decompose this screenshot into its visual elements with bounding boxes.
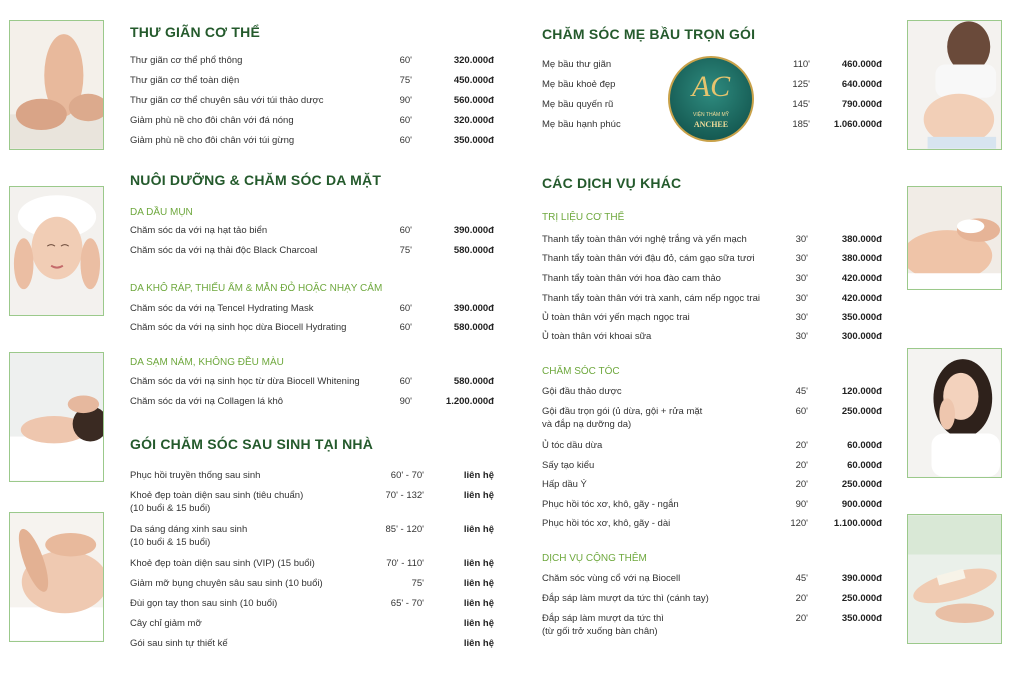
service-name: Chăm sóc da với nạ Collagen lá khô [130, 396, 284, 407]
service-price: 380.000đ [841, 234, 882, 245]
service-price: 560.000đ [453, 95, 494, 106]
price-row [130, 245, 495, 258]
price-row [542, 613, 882, 639]
service-name: Khoẻ đẹp toàn diện sau sinh (tiêu chuẩn) [130, 490, 304, 501]
service-price: 900.000đ [841, 499, 882, 510]
service-duration: 60' [399, 115, 412, 126]
service-duration: 30' [795, 234, 808, 245]
subsection-label: DA SẠM NÁM, KHÔNG ĐỀU MÀU [130, 357, 284, 368]
service-price: 640.000đ [841, 79, 882, 90]
price-row [130, 638, 495, 651]
service-price: 450.000đ [453, 75, 494, 86]
price-row [130, 558, 495, 571]
subsection-label: DA DẦU MỤN [130, 207, 193, 218]
service-name: Gội đầu trọn gói (ủ dừa, gội + rửa mặt [542, 406, 703, 417]
service-price: 460.000đ [841, 59, 882, 70]
photo-back-massage [9, 512, 104, 642]
photo-waxing [907, 514, 1002, 644]
price-row [542, 593, 882, 606]
service-name: Giảm phù nề cho đôi chân với túi gừng [130, 135, 295, 146]
service-price: 420.000đ [841, 293, 882, 304]
price-row [130, 303, 495, 316]
price-row [542, 499, 882, 512]
service-name: Chăm sóc da với nạ thải độc Black Charcoal [130, 245, 318, 256]
service-price: liên hệ [463, 638, 494, 649]
service-duration: 75' [399, 245, 412, 256]
service-name: Hấp dầu Ý [542, 479, 587, 490]
subsection-label: CHĂM SÓC TÓC [542, 366, 620, 377]
section-title-pregnancy: CHĂM SÓC MẸ BẦU TRỌN GÓI [542, 26, 756, 42]
service-price: 1.100.000đ [833, 518, 882, 529]
price-row [130, 598, 495, 611]
service-price: 580.000đ [453, 322, 494, 333]
service-name: Đắp sáp làm mượt da tức thì (cánh tay) [542, 593, 709, 604]
service-duration: 75' [411, 578, 424, 589]
service-price: liên hệ [463, 470, 494, 481]
service-price: 1.060.000đ [833, 119, 882, 130]
price-row [542, 234, 882, 247]
section-title-postnatal: GÓI CHĂM SÓC SAU SINH TẠI NHÀ [130, 436, 374, 452]
price-row [542, 273, 882, 286]
service-duration: 60' [399, 135, 412, 146]
service-price: liên hệ [463, 598, 494, 609]
service-duration: 110' [793, 59, 810, 70]
service-duration: 60' - 70' [390, 470, 424, 481]
service-name: Cây chỉ giảm mỡ [130, 618, 202, 629]
service-price: 250.000đ [841, 593, 882, 604]
price-row [542, 440, 882, 453]
service-name: Gội đầu thảo dược [542, 386, 622, 397]
service-name: Mẹ bầu khoẻ đẹp [542, 79, 616, 90]
service-name: Phục hồi tóc xơ, khô, gãy - dài [542, 518, 671, 529]
service-duration: 20' [795, 479, 808, 490]
service-name: Ủ toàn thân với yến mạch ngọc trai [542, 312, 690, 323]
logo-line1: VIỆN THẨM MỸ [692, 112, 730, 118]
photo-foot-massage [9, 20, 104, 150]
service-duration: 60' [399, 322, 412, 333]
price-row [542, 386, 882, 399]
price-row [542, 479, 882, 492]
price-row [542, 406, 882, 432]
price-row [130, 135, 495, 148]
service-duration: 20' [795, 440, 808, 451]
service-price: 60.000đ [847, 460, 882, 471]
service-duration: 30' [795, 293, 808, 304]
service-duration: 30' [795, 253, 808, 264]
service-price: 580.000đ [453, 245, 494, 256]
logo-monogram: AC [691, 70, 731, 103]
service-name: Thanh tẩy toàn thân với hoa đào cam thảo [542, 273, 721, 284]
service-price: liên hệ [463, 618, 494, 629]
service-name: Thư giãn cơ thể toàn diện [130, 75, 240, 86]
service-price: 350.000đ [841, 613, 882, 624]
service-duration: 20' [795, 613, 808, 624]
service-duration: 30' [795, 331, 808, 342]
service-name-line2: và đắp nạ dưỡng da) [542, 419, 632, 430]
service-duration: 20' [795, 460, 808, 471]
service-duration: 90' [399, 95, 412, 106]
service-duration: 45' [795, 386, 808, 397]
price-row [130, 55, 495, 68]
service-name: Sấy tạo kiểu [542, 460, 595, 471]
price-row [542, 99, 882, 112]
service-price: liên hệ [463, 578, 494, 589]
service-price: 350.000đ [841, 312, 882, 323]
photo-pregnant-woman [907, 20, 1002, 150]
service-name: Thư giãn cơ thể chuyên sâu với túi thảo dược [130, 95, 324, 106]
subsection-label: TRỊ LIỆU CƠ THỂ [542, 212, 625, 223]
service-price: 390.000đ [453, 303, 494, 314]
service-duration: 60' [399, 55, 412, 66]
service-name: Đắp sáp làm mượt da tức thì [542, 613, 664, 624]
service-name: Thư giãn cơ thể phổ thông [130, 55, 243, 66]
service-duration: 30' [795, 273, 808, 284]
price-row [542, 119, 882, 132]
service-name-line2: (10 buổi & 15 buổi) [130, 503, 211, 514]
service-duration: 90' [399, 396, 412, 407]
service-duration: 65' - 70' [390, 598, 424, 609]
subsection-label: DA KHÔ RÁP, THIẾU ẨM & MẪN ĐỎ HOẶC NHẠY CẢM [130, 283, 383, 294]
price-row [542, 460, 882, 473]
service-price: 390.000đ [841, 573, 882, 584]
service-duration: 90' [795, 499, 808, 510]
service-name: Gói sau sinh tự thiết kế [130, 638, 228, 649]
price-row [130, 95, 495, 108]
price-row [130, 490, 495, 516]
service-duration: 60' [795, 406, 808, 417]
service-name: Phục hồi truyền thống sau sinh [130, 470, 261, 481]
service-price: liên hệ [463, 558, 494, 569]
service-duration: 45' [795, 573, 808, 584]
price-row [542, 293, 882, 306]
service-price: 420.000đ [841, 273, 882, 284]
service-duration: 70' - 110' [386, 558, 424, 569]
service-price: 380.000đ [841, 253, 882, 264]
service-duration: 120' [790, 518, 808, 529]
service-duration: 60' [399, 225, 412, 236]
service-name: Chăm sóc da với nạ hạt tảo biển [130, 225, 268, 236]
logo-line2: ANCHEE [693, 120, 729, 129]
service-name: Thanh tẩy toàn thân với trà xanh, cám nếp ngọc trai [542, 293, 760, 304]
service-price: 390.000đ [453, 225, 494, 236]
price-row [130, 578, 495, 591]
price-row [130, 470, 495, 483]
price-row [130, 225, 495, 238]
service-name: Chăm sóc da với nạ sinh học từ dừa Biocell Whitening [130, 376, 360, 387]
service-name: Chăm sóc da với nạ sinh học dừa Biocell Hydrating [130, 322, 347, 333]
service-duration: 60' [399, 303, 412, 314]
price-row [130, 618, 495, 631]
service-price: 350.000đ [453, 135, 494, 146]
service-name-line2: (từ gối trở xuống bàn chân) [542, 626, 658, 637]
service-name: Khoẻ đẹp toàn diện sau sinh (VIP) (15 buổi) [130, 558, 315, 569]
service-duration: 30' [795, 312, 808, 323]
photo-facial [9, 186, 104, 316]
price-row [130, 376, 495, 389]
service-price: 250.000đ [841, 479, 882, 490]
service-price: 580.000đ [453, 376, 494, 387]
service-name: Ủ tóc dầu dừa [542, 440, 603, 451]
service-name: Mẹ bầu thư giãn [542, 59, 612, 70]
price-row [542, 59, 882, 72]
price-row [130, 396, 495, 409]
subsection-label: DỊCH VỤ CỘNG THÊM [542, 553, 647, 564]
price-row [130, 115, 495, 128]
service-name: Thanh tẩy toàn thân với nghệ trắng và yến mạch [542, 234, 747, 245]
price-row [130, 524, 495, 550]
service-name: Đùi gọn tay thon sau sinh (10 buổi) [130, 598, 278, 609]
service-price: 1.200.000đ [445, 396, 494, 407]
service-price: 300.000đ [841, 331, 882, 342]
service-duration: 20' [795, 593, 808, 604]
service-name: Chăm sóc vùng cổ với nạ Biocell [542, 573, 681, 584]
service-name-line2: (10 buổi & 15 buổi) [130, 537, 211, 548]
service-name: Giảm mỡ bụng chuyên sâu sau sinh (10 buổi) [130, 578, 323, 589]
service-duration: 85' - 120' [385, 524, 424, 535]
service-price: 320.000đ [453, 55, 494, 66]
section-title-body-relax: THƯ GIÃN CƠ THỂ [130, 24, 260, 40]
section-title-other-services: CÁC DỊCH VỤ KHÁC [542, 175, 682, 191]
price-row [542, 312, 882, 325]
service-price: liên hệ [463, 490, 494, 501]
service-name: Da sáng dáng xinh sau sinh [130, 524, 248, 535]
price-row [542, 79, 882, 92]
service-name: Ủ toàn thân với khoai sữa [542, 331, 652, 342]
service-name: Mẹ bầu quyến rũ [542, 99, 614, 110]
service-duration: 70' - 132' [385, 490, 424, 501]
price-row [542, 518, 882, 531]
price-row [542, 331, 882, 344]
service-duration: 185' [792, 119, 810, 130]
service-duration: 145' [792, 99, 810, 110]
price-row [130, 322, 495, 335]
service-price: 120.000đ [841, 386, 882, 397]
photo-hair-woman [907, 348, 1002, 478]
price-row [130, 75, 495, 88]
photo-body-treatment [907, 186, 1002, 290]
service-duration: 75' [399, 75, 412, 86]
photo-head-massage [9, 352, 104, 482]
service-name: Giảm phù nề cho đôi chân với đá nóng [130, 115, 294, 126]
price-row [542, 573, 882, 586]
service-duration: 60' [399, 376, 412, 387]
service-price: 60.000đ [847, 440, 882, 451]
service-price: 320.000đ [453, 115, 494, 126]
price-row [542, 253, 882, 266]
service-price: 790.000đ [841, 99, 882, 110]
section-title-facial: NUÔI DƯỠNG & CHĂM SÓC DA MẶT [130, 172, 382, 188]
service-price: liên hệ [463, 524, 494, 535]
service-name: Thanh tẩy toàn thân với đậu đỏ, cám gạo sữa tươi [542, 253, 755, 264]
service-name: Phục hồi tóc xơ, khô, gãy - ngắn [542, 499, 679, 510]
service-name: Chăm sóc da với nạ Tencel Hydrating Mask [130, 303, 314, 314]
service-name: Mẹ bầu hạnh phúc [542, 119, 621, 130]
service-price: 250.000đ [841, 406, 882, 417]
service-duration: 125' [792, 79, 810, 90]
